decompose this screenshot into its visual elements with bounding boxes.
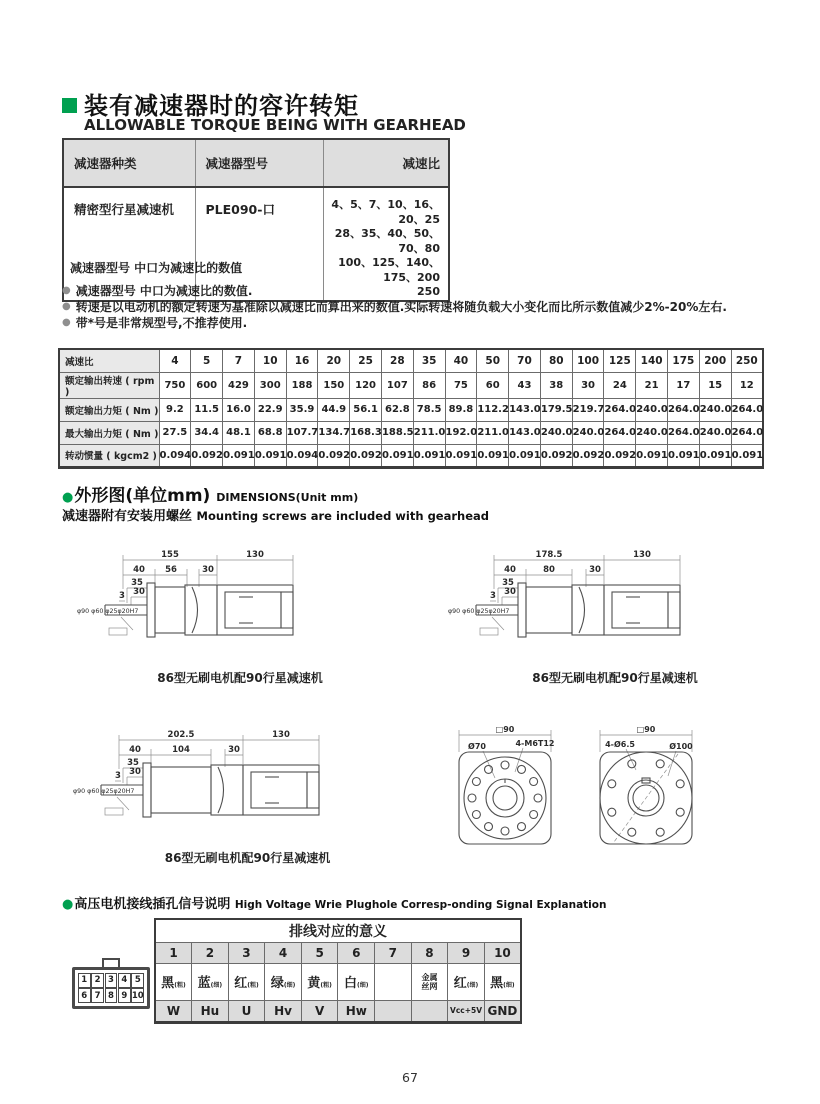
spec-ratio-cell: 125 [604,349,636,372]
pin-number-cell: 8 [411,942,448,963]
spec-inertia-cell: 0.091 [445,444,477,467]
connector-pin: 10 [131,988,144,1003]
wire-color-label: 绿 [270,976,284,991]
signal-name-row [155,1000,521,1022]
spec-inertia-cell: 0.091 [381,444,413,467]
ratio-line: 4、5、7、10、16、20、25 [331,198,440,226]
spec-speed-cell: 24 [604,372,636,398]
green-square-icon [62,98,77,113]
spec-inertia-cell: 0.092 [318,444,350,467]
signal-name-cell: W [155,1000,192,1022]
note-text: 减速器型号 中口为减速比的数值. [75,284,253,298]
wire-size-label: (细) [466,982,479,989]
flange-front-view [443,720,568,860]
spec-ratio-cell: 4 [159,349,191,372]
spec-max-torque-cell: 192.0 [445,421,477,444]
spec-inertia-cell: 0.091 [413,444,445,467]
spec-ratio-cell: 50 [477,349,509,372]
spec-ratio-cell: 80 [540,349,572,372]
dimension-drawing-c [75,727,420,866]
spec-ratio-cell: 250 [731,349,763,372]
spec-rated-torque-cell: 56.1 [350,398,382,421]
spec-rated-torque-cell: 112.2 [477,398,509,421]
flange-outer-dia-label: Ø100 [669,742,693,751]
spec-speed-cell: 750 [159,372,191,398]
spec-ratio-cell: 175 [668,349,700,372]
wire-color-label: 红 [234,976,248,991]
spec-ratio-cell: 35 [413,349,445,372]
dim-motor: 130 [633,550,651,560]
spec-rated-torque-cell: 179.5 [540,398,572,421]
dim-seg2: 56 [165,565,177,575]
dim-seg3: 30 [228,745,240,755]
connector-pin: 6 [78,988,91,1003]
col-header-model: 减速器型号 [195,139,323,187]
spec-row-rated-torque [59,398,763,421]
col-header-ratio: 减速比 [323,139,449,187]
spec-row-ratio [59,349,763,372]
spec-speed-cell: 150 [318,372,350,398]
spec-row-header: 额定输出转速 ( rpm ) [59,372,159,398]
spec-max-torque-cell: 34.4 [191,421,223,444]
dimension-drawing-a [75,547,405,686]
wire-color-label: 蓝 [197,976,211,991]
signal-name-cell: Hu [192,1000,229,1022]
signal-name-cell [375,1000,412,1022]
dimension-drawing-b [450,547,780,686]
dim-motor: 130 [246,550,264,560]
spec-rated-torque-cell: 143.0 [509,398,541,421]
pin-number-cell: 9 [448,942,485,963]
wire-color-label: 红 [453,976,467,991]
signal-heading [62,893,606,912]
pin-number-cell: 7 [375,942,412,963]
dim-step3: 3 [115,771,121,781]
wire-mesh-label: 金属丝网 [421,972,438,991]
spec-max-torque-cell: 264.0 [731,421,763,444]
spec-ratio-cell: 5 [191,349,223,372]
gearhead-model-cell: PLE090-口 [195,187,323,301]
dim-seg2: 104 [172,745,190,755]
bullet-icon: ● [62,490,74,505]
dim-seg1: 40 [133,565,145,575]
pin-number-cell: 10 [484,942,521,963]
page-number: 67 [402,1070,418,1085]
spec-max-torque-cell: 107.7 [286,421,318,444]
wire-color-cell [228,963,265,1000]
wire-color-label: 黑 [161,976,175,991]
pin-number-cell: 2 [192,942,229,963]
page-title: 装有减速器时的容许转矩 [84,92,359,120]
spec-ratio-cell: 10 [254,349,286,372]
bullet-icon: ● [62,285,71,296]
spec-speed-cell: 38 [540,372,572,398]
connector-body [72,967,150,1009]
signal-name-cell: GND [484,1000,521,1022]
spec-rated-torque-cell: 264.0 [604,398,636,421]
spec-speed-cell: 75 [445,372,477,398]
shaft-diameter-label: φ90 φ60 φ25φ20H7 [448,608,510,615]
drawing-caption: 86型无刷电机配90行星减速机 [157,671,323,685]
spec-max-torque-cell: 240.0 [572,421,604,444]
drawing-caption: 86型无刷电机配90行星减速机 [164,851,331,865]
pin-number-cell: 5 [301,942,338,963]
spec-speed-cell: 429 [223,372,255,398]
wire-size-label: (粗) [247,982,259,989]
wire-color-cell [484,963,521,1000]
pin-number-cell: 3 [228,942,265,963]
dim-motor: 130 [272,730,290,740]
flange-bolt-circle-label: Ø70 [468,742,486,751]
spec-row-speed [59,372,763,398]
spec-rated-torque-cell: 78.5 [413,398,445,421]
spec-ratio-cell: 28 [381,349,413,372]
spec-row-header: 额定输出力矩 ( Nm ) [59,398,159,421]
signal-name-cell: V [301,1000,338,1022]
bullet-icon: ● [62,317,71,328]
spec-row-header: 最大输出力矩 ( Nm ) [59,421,159,444]
spec-row-max-torque [59,421,763,444]
spec-ratio-cell: 25 [350,349,382,372]
spec-max-torque-cell: 211.0 [413,421,445,444]
spec-rated-torque-cell: 11.5 [191,398,223,421]
signal-table-title-row [155,919,521,942]
wire-size-label: (粗) [174,982,186,989]
wire-color-cell [375,963,412,1000]
signal-name-cell: U [228,1000,265,1022]
spec-inertia-cell: 0.094 [286,444,318,467]
connector-tab [102,958,120,967]
pin-number-cell: 1 [155,942,192,963]
dim-step1: 35 [502,578,514,588]
signal-table-title: 排线对应的意义 [155,919,521,942]
gearhead-type-cell: 精密型行星减速机 [63,187,195,301]
shaft-diameter-label: φ90 φ60 φ25φ20H7 [77,608,139,615]
dim-seg3: 30 [589,565,601,575]
pin-number-row [155,942,521,963]
flange-holes-label: 4-Ø6.5 [605,740,635,749]
dim-step3: 3 [490,591,496,601]
dim-step3: 3 [119,591,125,601]
spec-ratio-cell: 20 [318,349,350,372]
connector-pin: 2 [91,973,104,988]
spec-speed-cell: 188 [286,372,318,398]
signal-table [154,918,522,1024]
signal-name-cell: Vcc+5V [448,1000,485,1022]
dim-seg1: 40 [129,745,141,755]
connector-pin: 5 [131,973,144,988]
dim-total: 202.5 [167,730,195,740]
page-subtitle: ALLOWABLE TORQUE BEING WITH GEARHEAD [84,116,466,134]
spec-rated-torque-cell: 264.0 [731,398,763,421]
spec-rated-torque-cell: 62.8 [381,398,413,421]
spec-speed-cell: 12 [731,372,763,398]
table-footnote: 减速器型号 中口为减速比的数值 [70,261,243,275]
notes-list [62,283,772,331]
spec-speed-cell: 120 [350,372,382,398]
spec-ratio-cell: 200 [699,349,731,372]
spec-ratio-cell: 7 [223,349,255,372]
gearhead-model-table [62,138,450,302]
dim-step2: 30 [129,767,141,777]
spec-rated-torque-cell: 9.2 [159,398,191,421]
spec-max-torque-cell: 134.7 [318,421,350,444]
wire-color-label: 白 [344,976,358,991]
flange-tap-label: 4-M6T12 [515,739,555,748]
spec-max-torque-cell: 48.1 [223,421,255,444]
spec-max-torque-cell: 188.5 [381,421,413,444]
spec-ratio-cell: 100 [572,349,604,372]
spec-inertia-cell: 0.091 [636,444,668,467]
wire-color-cell [338,963,375,1000]
spec-inertia-cell: 0.091 [254,444,286,467]
spec-speed-cell: 30 [572,372,604,398]
spec-rated-torque-cell: 264.0 [668,398,700,421]
note-item [62,315,772,331]
wire-size-label: (细) [357,982,369,989]
spec-speed-cell: 60 [477,372,509,398]
dim-total: 155 [161,550,179,560]
connector-plug-icon [72,958,150,1009]
spec-max-torque-cell: 264.0 [604,421,636,444]
note-text: 转速是以电动机的额定转速为基准除以减速比而算出来的数值.实际转速将随负载大小变化而比所示数值减少2%-20%左右. [75,300,727,314]
spec-max-torque-cell: 264.0 [668,421,700,444]
signal-name-cell: Hv [265,1000,302,1022]
spec-inertia-cell: 0.094 [159,444,191,467]
spec-speed-cell: 86 [413,372,445,398]
spec-rated-torque-cell: 44.9 [318,398,350,421]
spec-rated-torque-cell: 22.9 [254,398,286,421]
spec-speed-cell: 43 [509,372,541,398]
dim-seg3: 30 [202,565,214,575]
connector-pin: 9 [118,988,131,1003]
flange-square-dim: □90 [636,725,656,734]
bullet-icon: ● [62,897,74,912]
connector-pin: 1 [78,973,91,988]
dim-step2: 30 [504,587,516,597]
spec-rated-torque-cell: 35.9 [286,398,318,421]
table-header-row [63,139,449,187]
note-item [62,299,772,315]
spec-inertia-cell: 0.091 [668,444,700,467]
spec-speed-cell: 17 [668,372,700,398]
dimensions-note-zh: 减速器附有安装用螺丝 [62,509,193,524]
spec-inertia-cell: 0.092 [604,444,636,467]
dim-step1: 35 [127,758,139,768]
spec-max-torque-cell: 168.3 [350,421,382,444]
signal-heading-en: High Voltage Wrie Plughole Corresp-onding Signal Explanation [234,899,607,911]
dim-seg2: 80 [543,565,555,575]
spec-inertia-cell: 0.091 [223,444,255,467]
col-header-type: 减速器种类 [63,139,195,187]
wire-size-label: (细) [503,982,515,989]
wire-size-label: (细) [283,982,296,989]
spec-inertia-cell: 0.091 [699,444,731,467]
spec-ratio-cell: 70 [509,349,541,372]
wire-color-cell [265,963,302,1000]
dimensions-heading-en: DIMENSIONS(Unit mm) [216,491,359,504]
dimensions-heading-zh: 外形图(单位mm) [74,486,211,506]
spec-ratio-cell: 40 [445,349,477,372]
connector-pin: 3 [105,973,118,988]
spec-row-header: 减速比 [59,349,159,372]
wire-color-cell [301,963,338,1000]
spec-inertia-cell: 0.091 [731,444,763,467]
spec-rated-torque-cell: 219.7 [572,398,604,421]
spec-speed-cell: 600 [191,372,223,398]
dimensions-note-en: Mounting screws are included with gearhead [196,509,490,523]
spec-inertia-cell: 0.092 [191,444,223,467]
spec-speed-cell: 15 [699,372,731,398]
dim-step1: 35 [131,578,143,588]
wire-color-label: 黑 [490,976,504,991]
connector-pin: 7 [91,988,104,1003]
wire-color-cell [192,963,229,1000]
spec-inertia-cell: 0.091 [509,444,541,467]
shaft-diameter-label: φ90 φ60 φ25φ20H7 [73,788,135,795]
ratio-line: 100、125、140、175、200 [338,256,440,284]
spec-max-torque-cell: 27.5 [159,421,191,444]
spec-max-torque-cell: 240.0 [540,421,572,444]
signal-name-cell: Hw [338,1000,375,1022]
spec-speed-cell: 21 [636,372,668,398]
spec-rated-torque-cell: 89.8 [445,398,477,421]
dimensions-heading [62,481,358,506]
note-text: 带*号是非常规型号,不推荐使用. [75,316,248,330]
connector-pin: 4 [118,973,131,988]
wire-color-cell [448,963,485,1000]
flange-rear-view [580,720,715,860]
pin-number-cell: 6 [338,942,375,963]
spec-inertia-cell: 0.091 [477,444,509,467]
wire-size-label: (粗) [320,982,332,989]
spec-ratio-cell: 16 [286,349,318,372]
dim-step2: 30 [133,587,145,597]
ratio-line: 28、35、40、50、70、80 [334,227,440,255]
spec-row-header: 转动惯量 ( kgcm2 ) [59,444,159,467]
dim-total: 178.5 [535,550,563,560]
connector-pin: 8 [105,988,118,1003]
note-item [62,283,772,299]
spec-ratio-cell: 140 [636,349,668,372]
signal-name-cell [411,1000,448,1022]
spec-max-torque-cell: 240.0 [699,421,731,444]
spec-inertia-cell: 0.092 [540,444,572,467]
spec-row-inertia [59,444,763,467]
torque-spec-table [58,348,764,469]
wire-color-cell [155,963,192,1000]
spec-rated-torque-cell: 240.0 [636,398,668,421]
spec-speed-cell: 107 [381,372,413,398]
spec-max-torque-cell: 143.0 [509,421,541,444]
flange-drawings [443,720,703,860]
spec-speed-cell: 300 [254,372,286,398]
signal-heading-zh: 高压电机接线插孔信号说明 [74,897,231,912]
wire-color-cell [411,963,448,1000]
spec-rated-torque-cell: 240.0 [699,398,731,421]
spec-max-torque-cell: 211.0 [477,421,509,444]
ratio-line: 250 [417,285,440,298]
spec-inertia-cell: 0.092 [572,444,604,467]
pin-number-cell: 4 [265,942,302,963]
dimensions-note [62,505,489,524]
wire-color-label: 黄 [307,976,321,991]
flange-square-dim: □90 [495,725,515,734]
spec-max-torque-cell: 68.8 [254,421,286,444]
wire-size-label: (细) [210,982,223,989]
bullet-icon: ● [62,301,71,312]
drawing-caption: 86型无刷电机配90行星减速机 [532,671,698,685]
spec-inertia-cell: 0.092 [350,444,382,467]
dim-seg1: 40 [504,565,516,575]
spec-max-torque-cell: 240.0 [636,421,668,444]
wire-color-row [155,963,521,1000]
spec-rated-torque-cell: 16.0 [223,398,255,421]
